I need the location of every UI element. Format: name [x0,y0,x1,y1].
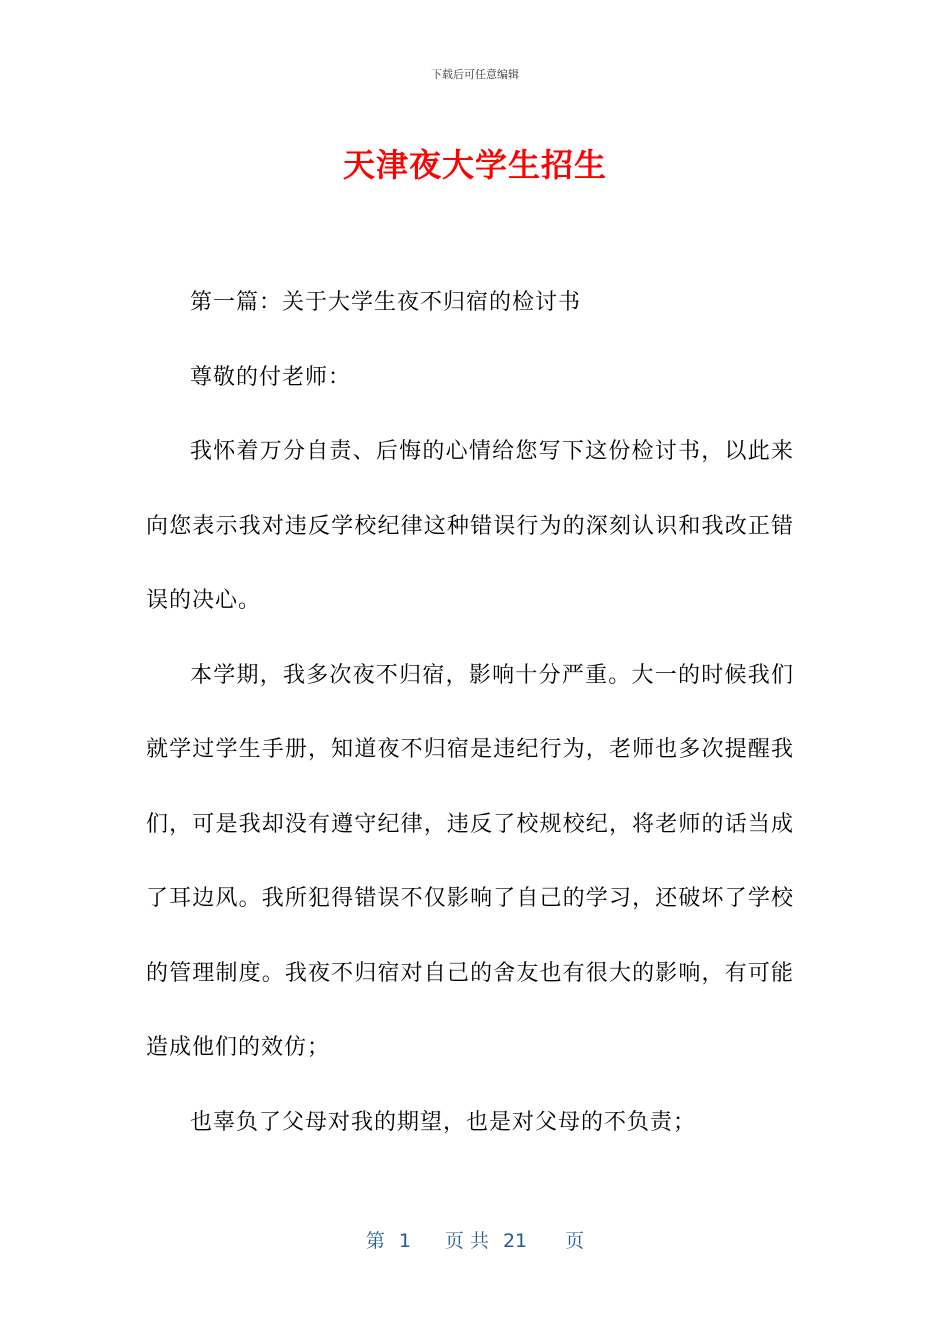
paragraph: 本学期，我多次夜不归宿，影响十分严重。大一的时候我们就学过学生手册，知道夜不归宿是违纪行为，老师也多次提醒我们，可是我却没有遵守纪律，违反了校规校纪，将老师的话当成了耳边风。我所犯得错误不仅影响了自己的学习，还破坏了学校的管理制度。我夜不归宿对自己的舍友也有很大的影响，有可能造成他们的效仿； [146,662,794,1060]
header-note: 下载后可任意编辑 [431,68,519,81]
page-footer [0,1226,950,1253]
footer-middle: 页 共 [444,1230,489,1252]
paragraph-chapter-heading: 第一篇：关于大学生夜不归宿的检讨书 [190,290,582,315]
paragraph-salutation: 尊敬的付老师： [190,364,352,390]
footer-suffix: 页 [565,1230,585,1252]
document-body [146,266,794,1160]
paragraph: 也辜负了父母对我的期望，也是对父母的不负责； [190,1109,697,1135]
current-page-number: 1 [398,1230,411,1252]
footer-prefix: 第 [365,1230,385,1252]
total-pages: 21 [502,1230,528,1252]
document-title: 天津夜大学生招生 [342,146,607,184]
paragraph: 我怀着万分自责、后悔的心情给您写下这份检讨书，以此来向您表示我对违反学校纪律这种错误行为的深刻认识和我改正错误的决心。 [146,439,794,613]
